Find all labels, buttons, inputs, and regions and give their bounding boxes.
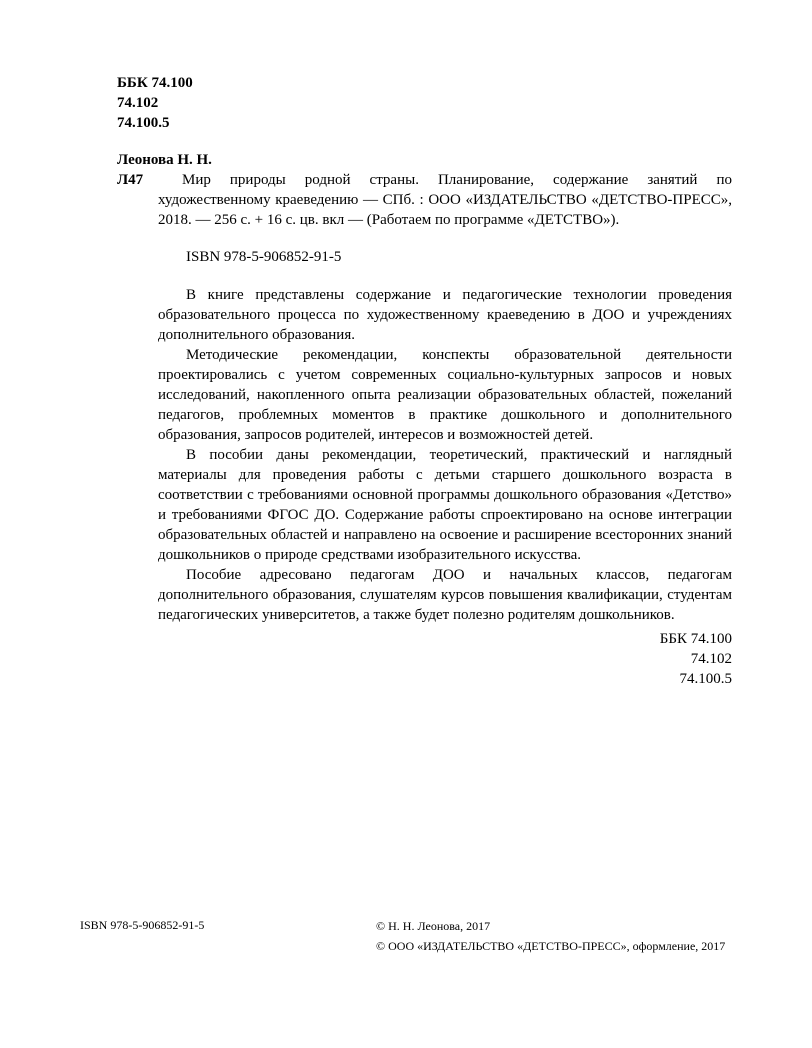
abstract-paragraph-1: В книге представлены содержание и педагогические технологии проведения образовательного процесса по художественному краеведению в ДОО и учреждениях дополнительного образования. — [158, 287, 732, 343]
bbk-bottom-block — [660, 629, 732, 689]
footer-isbn: ISBN 978-5-906852-91-5 — [80, 918, 205, 932]
copyright-author: © Н. Н. Леонова, 2017 — [376, 919, 491, 933]
abstract-paragraph-2: Методические рекомендации, конспекты образовательной деятельности проектировались с учетом современных социально-культурных запросов и новых исследований, накопленного опыта реализации образовательных областей, пожеланий педагогов, проблемных моментов в практике дошкольного и дополнительного образования, запросов родителей, интересов и возможностей детей. — [158, 347, 732, 443]
bbk-bottom-line-1: ББК 74.100 — [659, 631, 732, 647]
bbk-bottom-line-2: 74.102 — [690, 651, 732, 667]
bibliographic-description: Мир природы родной страны. Планирование, содержание занятий по художественному краеведению — СПб. : ООО «ИЗДАТЕЛЬСТВО «ДЕТСТВО-ПРЕСС», 2018. — 256 с. + 16 с. цв. вкл — (Работаем по программе «ДЕТСТВО»). — [158, 172, 732, 228]
copyright-publisher: © ООО «ИЗДАТЕЛЬСТВО «ДЕТСТВО-ПРЕСС», оформление, 2017 — [376, 939, 726, 953]
bbk-top-line-1: ББК 74.100 — [117, 75, 193, 91]
bbk-top-block — [117, 73, 193, 133]
isbn-main: ISBN 978-5-906852-91-5 — [186, 249, 342, 265]
author-name: Леонова Н. Н. — [117, 152, 212, 168]
bbk-top-line-2: 74.102 — [117, 95, 159, 111]
abstract-paragraph-4: Пособие адресовано педагогам ДОО и начальных классов, педагогам дополнительного образования, слушателям курсов повышения квалификации, студентам педагогических университетов, а также будет полезно родителям дошкольников. — [158, 567, 732, 623]
footer-copyright-block — [376, 916, 725, 956]
author-code: Л47 — [117, 172, 144, 188]
abstract-block — [158, 285, 732, 625]
bbk-bottom-line-3: 74.100.5 — [679, 671, 732, 687]
bbk-top-line-3: 74.100.5 — [117, 115, 170, 131]
abstract-paragraph-3: В пособии даны рекомендации, теоретический, практический и наглядный материалы для проведения работы с детьми старшего дошкольного возраста в соответствии с требованиями основной программы дошкольного образования «Детство» и требованиями ФГОС ДО. Содержание работы спроектировано на основе интеграции образовательных областей и направлено на освоение и расширение всесторонних знаний дошкольников о природе средствами изобразительного искусства. — [158, 447, 732, 563]
